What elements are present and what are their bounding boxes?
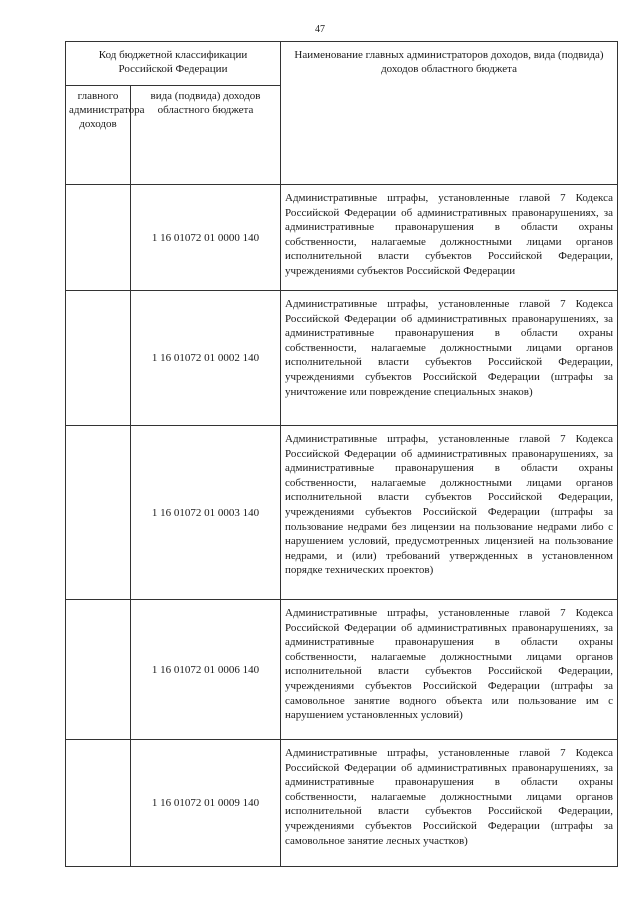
table-row xyxy=(66,426,618,600)
header-row xyxy=(66,42,618,86)
admin-code-cell xyxy=(66,600,131,740)
income-code-cell: 1 16 01072 01 0009 140 xyxy=(131,740,281,867)
table-row xyxy=(66,185,618,291)
income-code-cell: 1 16 01072 01 0003 140 xyxy=(131,426,281,600)
table-row xyxy=(66,740,618,867)
table-row xyxy=(66,600,618,740)
description-cell: Административные штрафы, установленные главой 7 Кодекса Российской Федерации об административных правонарушениях, за административные правонарушения в области охраны собственности, налагаемые должностными лицами органов исполнительной власти субъектов Российской Федерации, учреждениями субъектов Российской Федерации xyxy=(281,185,618,291)
header-name: Наименование главных администраторов доходов, вида (подвида) доходов областного бюджета xyxy=(281,42,618,185)
page-number: 47 xyxy=(315,24,325,35)
income-code-cell: 1 16 01072 01 0006 140 xyxy=(131,600,281,740)
table-row xyxy=(66,291,618,426)
header-main-admin: главного администратора доходов xyxy=(66,86,131,185)
budget-classification-table xyxy=(65,41,618,867)
admin-code-cell xyxy=(66,426,131,600)
description-cell: Административные штрафы, установленные главой 7 Кодекса Российской Федерации об административных правонарушениях, за административные правонарушения в области охраны собственности, налагаемые должностными лицами органов исполнительной власти субъектов Российской Федерации, учреждениями субъектов Российской Федерации (штрафы за уничтожение или повреждение специальных знаков) xyxy=(281,291,618,426)
income-code-cell: 1 16 01072 01 0002 140 xyxy=(131,291,281,426)
income-code-cell: 1 16 01072 01 0000 140 xyxy=(131,185,281,291)
header-income-type: вида (подвида) доходов областного бюджета xyxy=(131,86,281,185)
admin-code-cell xyxy=(66,185,131,291)
description-cell: Административные штрафы, установленные главой 7 Кодекса Российской Федерации об административных правонарушениях, за административные правонарушения в области охраны собственности, налагаемые должностными лицами органов исполнительной власти субъектов Российской Федерации, учреждениями субъектов Российской Федерации (штрафы за пользование недрами без лицензии на пользование недрами либо с нарушением условий, предусмотренных лицензией на пользование недрами, и (или) требований утвержденных в установленном порядке технических проектов) xyxy=(281,426,618,600)
description-cell: Административные штрафы, установленные главой 7 Кодекса Российской Федерации об административных правонарушениях, за административные правонарушения в области охраны собственности, налагаемые должностными лицами органов исполнительной власти субъектов Российской Федерации, учреждениями субъектов Российской Федерации (штрафы за самовольное занятие лесных участков) xyxy=(281,740,618,867)
admin-code-cell xyxy=(66,291,131,426)
header-budget-code: Код бюджетной классификации Российской Федерации xyxy=(66,42,281,86)
admin-code-cell xyxy=(66,740,131,867)
description-cell: Административные штрафы, установленные главой 7 Кодекса Российской Федерации об административных правонарушениях, за административные правонарушения в области охраны собственности, налагаемые должностными лицами органов исполнительной власти субъектов Российской Федерации, учреждениями субъектов Российской Федерации (штрафы за самовольное занятие водного объекта или пользование им с нарушением установленных условий) xyxy=(281,600,618,740)
